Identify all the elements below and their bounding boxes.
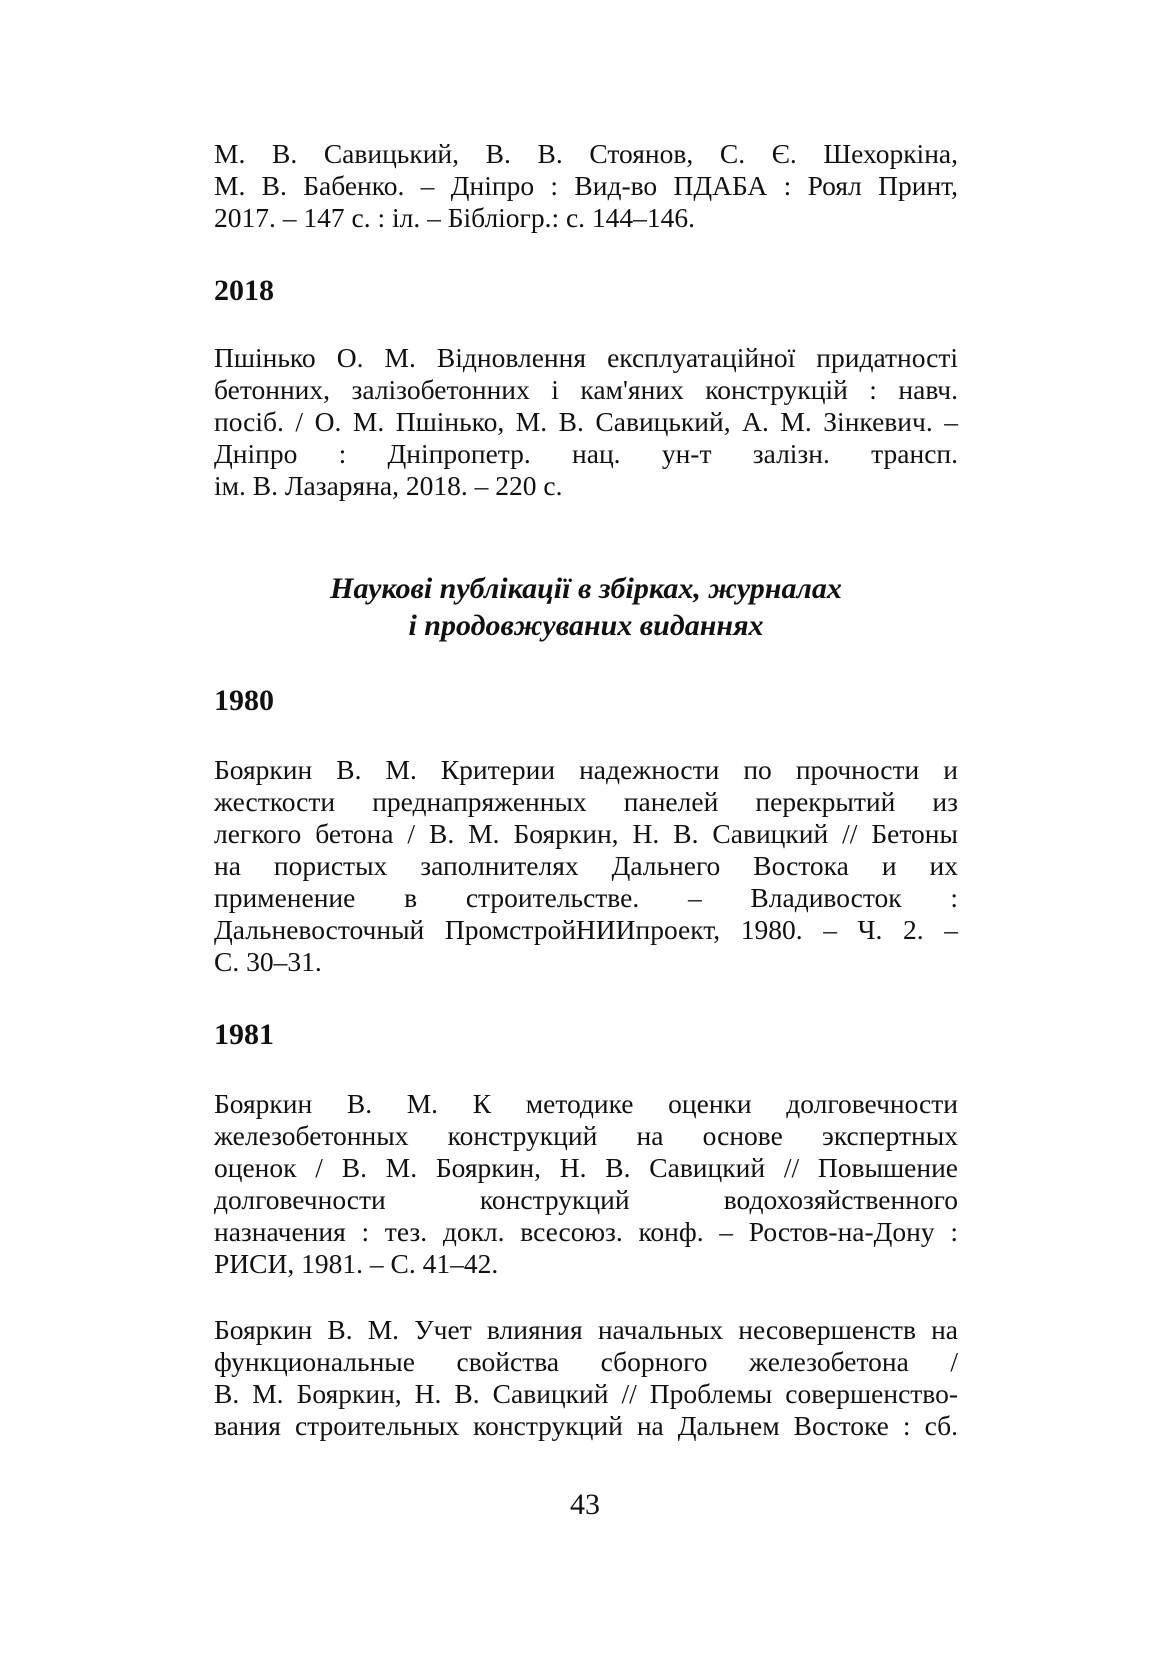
section-heading-line: і продовжуваних виданнях [408, 609, 764, 642]
text-line: на пористых заполнителях Дальнего Востока и их [214, 850, 958, 881]
text-line: Бояркин В. М. Учет влияния начальных несовершенств на [214, 1314, 958, 1345]
text-line: М. В. Савицький, В. В. Стоянов, С. Є. Шехоркіна, [214, 138, 958, 169]
text-line: назначения : тез. докл. всесоюз. конф. – Ростов-на-Дону : [214, 1216, 958, 1247]
text-line: М. В. Бабенко. – Дніпро : Вид-во ПДАБА : Роял Принт, [214, 170, 958, 201]
year-heading-1981: 1981 [214, 1018, 274, 1051]
page-number: 43 [570, 1488, 600, 1521]
text-line: бетонних, залізобетонних і кам'яних конструкцій : навч. [214, 374, 958, 405]
text-line: Бояркин В. М. Критерии надежности по прочности и [214, 754, 958, 785]
section-heading-line: Наукові публікації в збірках, журналах [330, 572, 842, 605]
bibliography-entry-continuation [214, 138, 958, 234]
text-line: применение в строительстве. – Владивосток : [214, 882, 958, 913]
text-line: РИСИ, 1981. – С. 41–42. [214, 1248, 499, 1279]
text-line: железобетонных конструкций на основе экспертных [214, 1120, 958, 1151]
text-line: оценок / В. М. Бояркин, Н. В. Савицкий // Повышение [214, 1152, 958, 1183]
text-line: жесткости преднапряженных панелей перекрытий из [214, 786, 958, 817]
text-line: Дальневосточный ПромстройНИИпроект, 1980. – Ч. 2. – [214, 914, 958, 945]
text-line: С. 30–31. [214, 946, 322, 977]
year-heading-2018: 2018 [214, 274, 274, 307]
bibliography-entry [214, 342, 958, 502]
text-line: Бояркин В. М. К методике оценки долговечности [214, 1088, 958, 1119]
section-heading [214, 570, 958, 644]
text-line: Дніпро : Дніпропетр. нац. ун-т залізн. трансп. [214, 438, 958, 469]
text-line: 2017. – 147 с. : іл. – Бібліогр.: с. 144–146. [214, 202, 696, 233]
text-line: легкого бетона / В. М. Бояркин, Н. В. Савицкий // Бетоны [214, 818, 958, 849]
page-content [214, 138, 958, 1442]
year-heading-1980: 1980 [214, 684, 274, 717]
bibliography-entry [214, 754, 958, 978]
text-line: долговечности конструкций водохозяйственного [214, 1184, 958, 1215]
bibliography-entry [214, 1314, 958, 1442]
text-line: функциональные свойства сборного железобетона / [214, 1346, 958, 1377]
text-line: Пшінько О. М. Відновлення експлуатаційної придатності [214, 342, 958, 373]
text-line: ім. В. Лазаряна, 2018. – 220 с. [214, 470, 563, 501]
text-line: В. М. Бояркин, Н. В. Савицкий // Проблемы совершенство- [214, 1378, 958, 1409]
bibliography-entry [214, 1088, 958, 1280]
text-line: посіб. / О. М. Пшінько, М. В. Савицький, А. М. Зінкевич. – [214, 406, 958, 437]
text-line: вания строительных конструкций на Дальнем Востоке : сб. [214, 1410, 958, 1441]
